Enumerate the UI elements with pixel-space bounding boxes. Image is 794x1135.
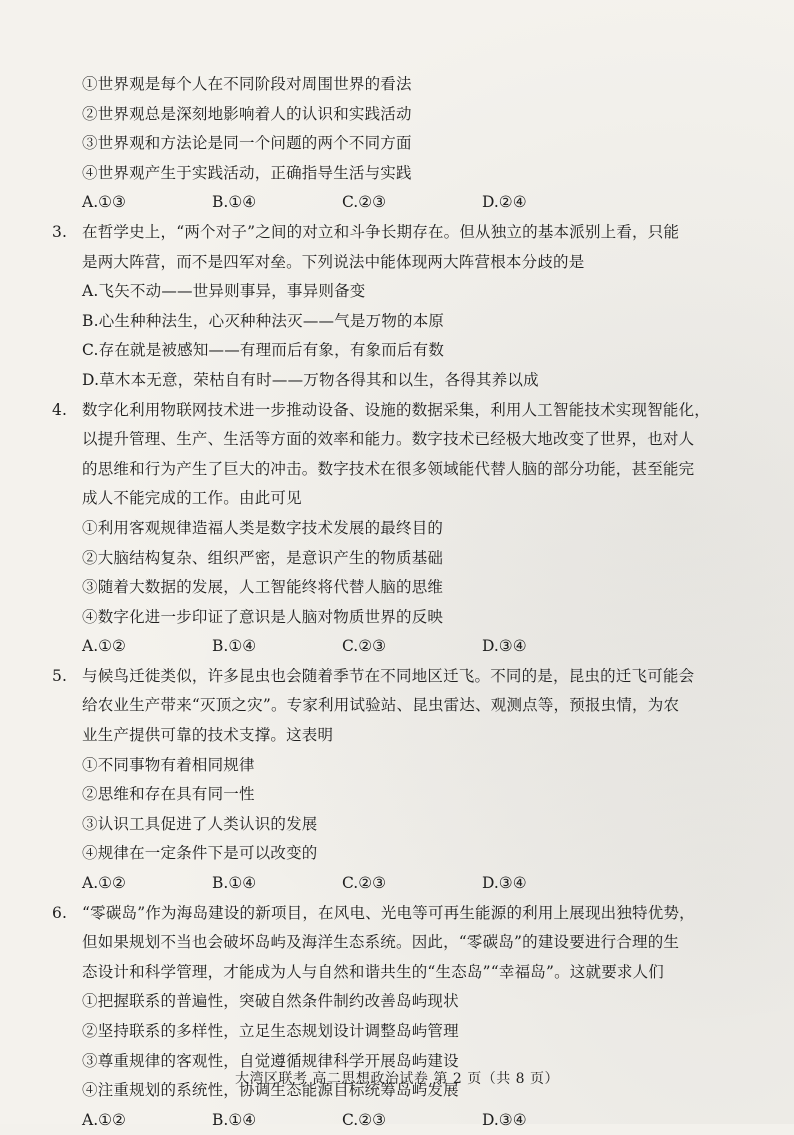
q5-choice-c: C.②③: [342, 874, 387, 893]
q4-stem-line-1: [52, 396, 757, 426]
q6-choice-c: C.②③: [342, 1110, 387, 1129]
q4-stem-line-2: 以提升管理、生产、生活等方面的效率和能力。数字技术已经极大地改变了世界，也对人: [82, 430, 695, 449]
q6-stem-line-3: 态设计和科学管理，才能成为人与自然和谐共生的“生态岛”“幸福岛”。这就要求人们: [82, 962, 664, 981]
q5-choices: [52, 869, 757, 899]
q5-choice-a: A.①②: [82, 874, 126, 893]
question-5: [52, 662, 757, 899]
q4-stem-text-1: 数字化利用物联网技术进一步推动设备、设施的数据采集，利用人工智能技术实现智能化，: [82, 400, 711, 419]
question-3: [52, 218, 757, 396]
q3-option-c: C.存在就是被感知——有理而后有象，有象而后有数: [82, 341, 445, 360]
q6-choice-d: D.③④: [482, 1110, 527, 1129]
q5-option-3: ③认识工具促进了人类认识的发展: [82, 814, 318, 833]
q2-choice-d: D.②④: [482, 193, 527, 212]
q5-stem-text-1: 与候鸟迁徙类似，许多昆虫也会随着季节在不同地区迁飞。不同的是，昆虫的迁飞可能会: [82, 666, 695, 685]
q3-stem-text-1: 在哲学史上，“两个对子”之间的对立和斗争长期存在。但从独立的基本派别上看，只能: [82, 222, 680, 241]
q2-option-4: ④世界观产生于实践活动，正确指导生活与实践: [82, 163, 412, 182]
q4-choice-a: A.①②: [82, 637, 126, 656]
q3-number: 3.: [52, 222, 68, 241]
q6-option-1: ①把握联系的普遍性，突破自然条件制约改善岛屿现状: [82, 992, 459, 1011]
q6-number: 6.: [52, 903, 68, 922]
question-2: [52, 70, 757, 218]
q5-option-2: ②思维和存在具有同一性: [82, 785, 255, 804]
page-footer: 大湾区联考 高二思想政治试卷 第 2 页（共 8 页）: [234, 1071, 559, 1087]
q4-choice-d: D.③④: [482, 637, 527, 656]
q3-stem-line-2: 是两大阵营，而不是四军对垒。下列说法中能体现两大阵营根本分歧的是: [82, 252, 585, 271]
q2-option-3: ③世界观和方法论是同一个问题的两个不同方面: [82, 134, 412, 153]
page-content: [52, 70, 757, 1135]
q3-option-b: B.心生种种法生，心灭种种法灭——气是万物的本原: [82, 311, 445, 330]
q5-option-4: ④规律在一定条件下是可以改变的: [82, 844, 318, 863]
q3-option-d: D.草木本无意，荣枯自有时——万物各得其和以生，各得其养以成: [82, 370, 539, 389]
q5-option-1: ①不同事物有着相同规律: [82, 755, 255, 774]
q6-stem-text-1: “零碳岛”作为海岛建设的新项目，在风电、光电等可再生能源的利用上展现出独特优势，: [82, 903, 695, 922]
q2-option-2: ②世界观总是深刻地影响着人的认识和实践活动: [82, 104, 412, 123]
q5-choice-b: B.①④: [212, 874, 257, 893]
q4-option-1: ①利用客观规律造福人类是数字技术发展的最终目的: [82, 518, 444, 537]
q5-stem-line-2: 给农业生产带来“灭顶之灾”。专家利用试验站、昆虫雷达、观测点等，预报虫情，为农: [82, 696, 680, 715]
q6-stem-line-2: 但如果规划不当也会破坏岛屿及海洋生态系统。因此，“零碳岛”的建设要进行合理的生: [82, 933, 680, 952]
q4-choice-c: C.②③: [342, 637, 387, 656]
q3-option-a: A.飞矢不动——世异则事异，事异则备变: [82, 282, 366, 301]
q2-choice-b: B.①④: [212, 193, 257, 212]
q2-choice-c: C.②③: [342, 193, 387, 212]
q5-stem-line-3: 业生产提供可靠的技术支撑。这表明: [82, 726, 334, 745]
q4-choices: [52, 632, 757, 662]
q6-stem-line-1: [52, 899, 757, 929]
q6-option-4: ④注重规划的系统性，协调生态能源目标统筹岛屿发展: [82, 1081, 459, 1100]
q5-stem-line-1: [52, 662, 757, 692]
q2-choice-a: A.①③: [82, 193, 126, 212]
q4-number: 4.: [52, 400, 68, 419]
q4-stem-line-4: 成人不能完成的工作。由此可见: [82, 489, 302, 508]
q4-option-3: ③随着大数据的发展，人工智能终将代替人脑的思维: [82, 578, 444, 597]
question-6: [52, 899, 757, 1135]
q6-option-3: ③尊重规律的客观性，自觉遵循规律科学开展岛屿建设: [82, 1051, 459, 1070]
q4-option-2: ②大脑结构复杂、组织严密，是意识产生的物质基础: [82, 548, 444, 567]
q4-option-4: ④数字化进一步印证了意识是人脑对物质世界的反映: [82, 607, 444, 626]
q2-option-1: ①世界观是每个人在不同阶段对周围世界的看法: [82, 75, 412, 93]
q5-choice-d: D.③④: [482, 874, 527, 893]
q5-number: 5.: [52, 666, 68, 685]
q6-choice-b: B.①④: [212, 1110, 257, 1129]
q6-choice-a: A.①②: [82, 1110, 126, 1129]
q6-option-2: ②坚持联系的多样性，立足生态规划设计调整岛屿管理: [82, 1022, 459, 1040]
q2-choices: [52, 188, 757, 218]
q6-choices: [52, 1106, 757, 1135]
question-4: [52, 396, 757, 662]
q3-stem-line-1: [52, 218, 757, 248]
q4-stem-line-3: 的思维和行为产生了巨大的冲击。数字技术在很多领域能代替人脑的部分功能，甚至能完: [82, 459, 695, 478]
q4-choice-b: B.①④: [212, 637, 257, 656]
